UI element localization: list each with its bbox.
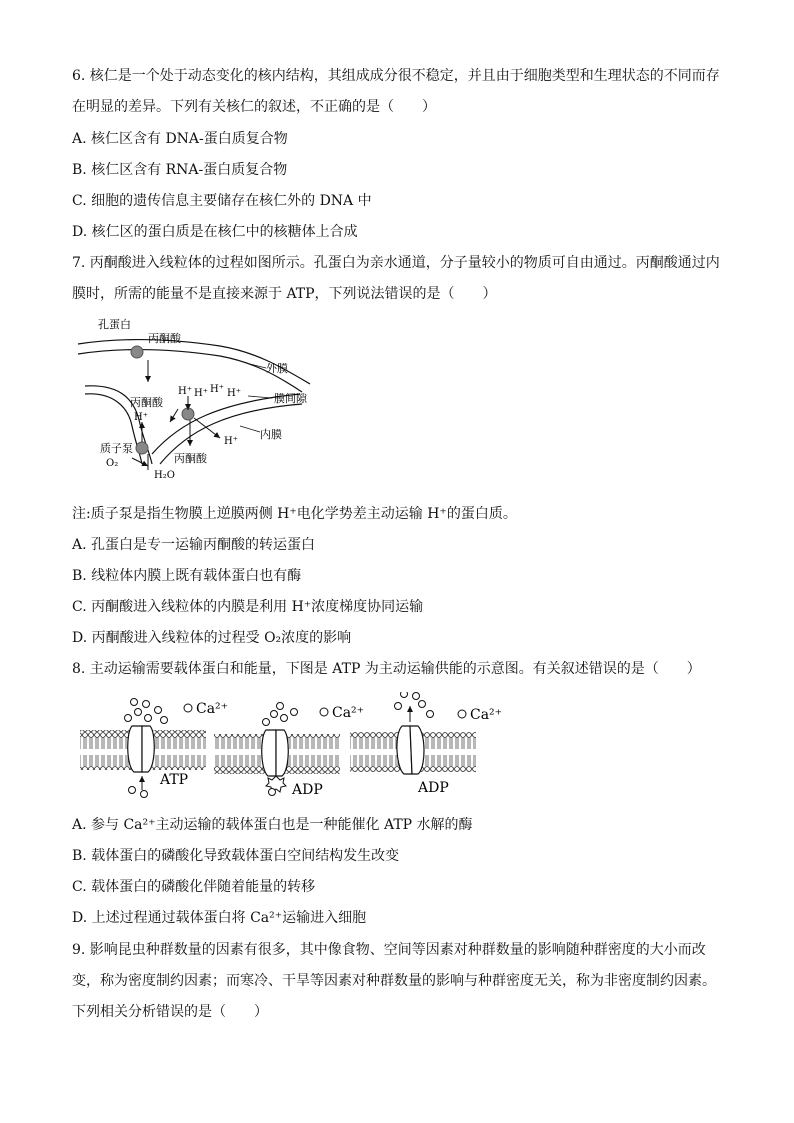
leader-intermembrane bbox=[248, 396, 272, 398]
label-proton-pump: 质子泵 bbox=[100, 442, 133, 455]
q6-option-d: D. 核仁区的蛋白质是在核仁中的核糖体上合成 bbox=[72, 224, 358, 240]
arrow-pyruvate-to-transporter bbox=[170, 409, 178, 422]
label-ca-3: Ca²⁺ bbox=[470, 707, 503, 723]
q9-stem-line1: 9. 影响昆虫种群数量的因素有很多，其中像食物、空间等因素对种群数量的影响随种群密度的大小而改 bbox=[72, 942, 706, 958]
q6-stem-line1: 6. 核仁是一个处于动态变化的核内结构，其组成成分很不稳定，并且由于细胞类型和生理状态的不同而存 bbox=[72, 68, 720, 84]
label-atp: ATP bbox=[160, 772, 189, 788]
label-o2: O₂ bbox=[106, 458, 119, 469]
label-h2o: H₂O bbox=[154, 470, 175, 481]
carrier-protein-2-right bbox=[276, 730, 288, 776]
label-ca-2: Ca²⁺ bbox=[332, 705, 365, 721]
carrier-protein-2-left bbox=[262, 730, 276, 776]
label-h-right: H⁺ bbox=[224, 436, 238, 447]
label-porin: 孔蛋白 bbox=[98, 318, 131, 331]
q8-stem: 8. 主动运输需要载体蛋白和能量，下图是 ATP 为主动运输供能的示意图。有关叙述错误的是（ ） bbox=[72, 661, 701, 677]
q6-stem-line2: 在明显的差异。下列有关核仁的叙述，不正确的是（ ） bbox=[72, 99, 436, 115]
q7-option-b: B. 线粒体内膜上既有载体蛋白也有酶 bbox=[72, 568, 302, 584]
q9-stem-line2: 变，称为密度制约因素；而寒冷、干旱等因素对种群数量的影响与种群密度无关，称为非密度制约因素。 bbox=[72, 973, 716, 989]
label-inner-membrane: 内膜 bbox=[260, 428, 282, 441]
label-ca-1: Ca²⁺ bbox=[196, 701, 229, 717]
label-pyruvate-bottom: 丙酮酸 bbox=[174, 452, 207, 465]
label-h-1: H⁺ bbox=[178, 386, 192, 397]
q7-option-c: C. 丙酮酸进入线粒体的内膜是利用 H⁺浓度梯度协同运输 bbox=[72, 599, 424, 615]
carrier-protein-1-right bbox=[142, 726, 154, 772]
q7-stem-line2: 膜时，所需的能量不是直接来源于 ATP，下列说法错误的是（ ） bbox=[72, 286, 497, 302]
q7-option-d: D. 丙酮酸进入线粒体的过程受 O₂浓度的影响 bbox=[72, 630, 352, 646]
q8-option-d: D. 上述过程通过载体蛋白将 Ca²⁺运输进入细胞 bbox=[72, 910, 367, 926]
label-h-4: H⁺ bbox=[227, 388, 241, 399]
label-adp-2: ADP bbox=[418, 780, 449, 796]
ca-ions-panel-3 bbox=[395, 692, 434, 718]
porin-protein bbox=[131, 346, 143, 358]
label-pyruvate-top: 丙酮酸 bbox=[148, 332, 181, 345]
q6-option-a: A. 核仁区含有 DNA-蛋白质复合物 bbox=[72, 131, 288, 147]
q7-option-a: A. 孔蛋白是专一运输丙酮酸的转运蛋白 bbox=[72, 537, 316, 553]
label-h-2: H⁺ bbox=[194, 388, 208, 399]
q8-option-c: C. 载体蛋白的磷酸化伴随着能量的转移 bbox=[72, 879, 316, 895]
label-adp-1: ADP bbox=[292, 782, 323, 798]
arrow-o2-to-h2o bbox=[132, 458, 148, 466]
label-h-3: H⁺ bbox=[210, 384, 224, 395]
q8-option-a: A. 参与 Ca²⁺主动运输的载体蛋白也是一种能催化 ATP 水解的酶 bbox=[72, 817, 473, 833]
q7-note: 注:质子泵是指生物膜上逆膜两侧 H⁺电化学势差主动运输 H⁺的蛋白质。 bbox=[72, 506, 517, 522]
ca-legend-dot-2 bbox=[320, 708, 328, 716]
q7-stem-line1: 7. 丙酮酸进入线粒体的过程如图所示。孔蛋白为亲水通道，分子量较小的物质可自由通过。丙酮酸通过内 bbox=[72, 255, 720, 271]
mitochondria-pyruvate-diagram bbox=[70, 314, 330, 484]
q8-option-b: B. 载体蛋白的磷酸化导致载体蛋白空间结构发生改变 bbox=[72, 848, 400, 864]
proton-pump bbox=[136, 442, 148, 454]
q6-option-c: C. 细胞的遗传信息主要储存在核仁外的 DNA 中 bbox=[72, 193, 372, 209]
label-outer-membrane: 外膜 bbox=[266, 362, 288, 375]
arrow-h-into-matrix bbox=[194, 418, 220, 438]
carrier-protein-1-left bbox=[128, 726, 142, 772]
label-intermembrane: 膜间隙 bbox=[274, 392, 307, 405]
label-pyruvate-mid: 丙酮酸 bbox=[130, 396, 163, 409]
q6-option-b: B. 核仁区含有 RNA-蛋白质复合物 bbox=[72, 162, 288, 178]
q9-stem-line3: 下列相关分析错误的是（ ） bbox=[72, 1004, 268, 1020]
carrier-protein-3-right bbox=[410, 726, 424, 774]
ca-legend-dot-3 bbox=[458, 710, 466, 718]
atp-active-transport-diagram bbox=[76, 692, 506, 802]
leader-inner-membrane bbox=[240, 426, 260, 432]
label-h-left: H⁺ bbox=[134, 412, 148, 423]
ca-legend-dot-1 bbox=[184, 704, 192, 712]
